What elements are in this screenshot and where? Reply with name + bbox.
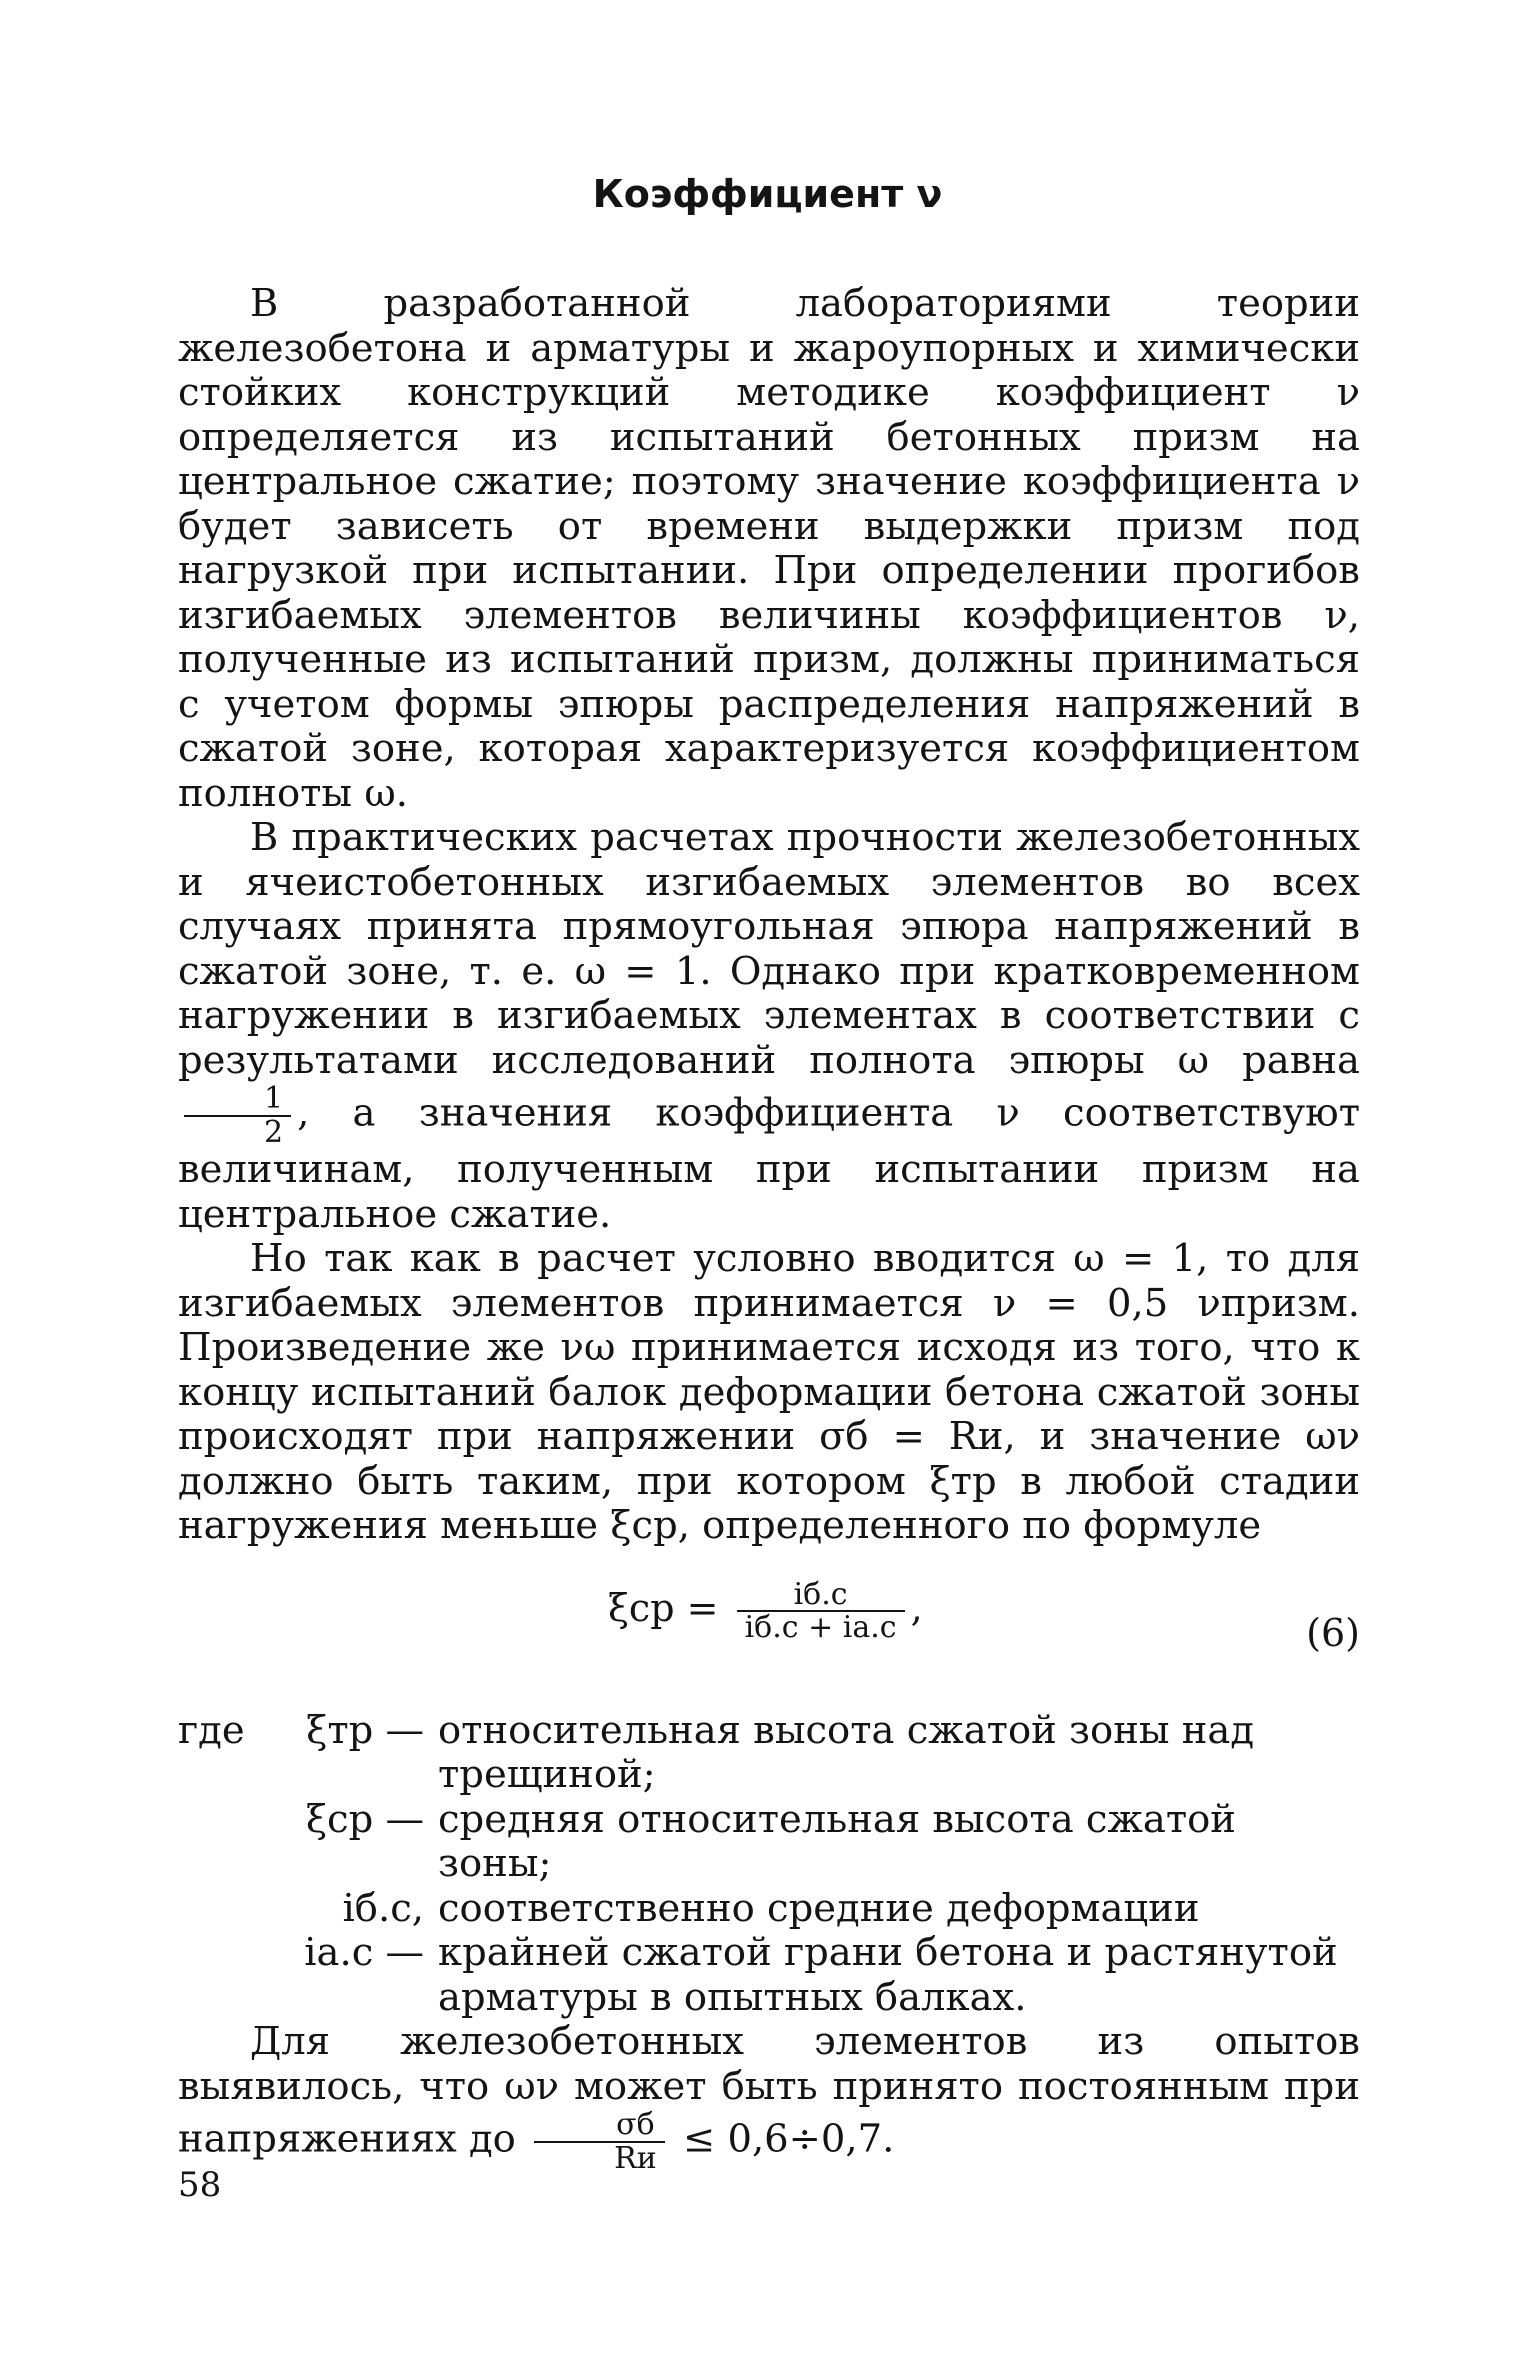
paragraph-2-text-a: В практических расчетах прочности железобетонных и ячеистобетонных изгибаемых элементов во всех случаях принята прямоугольная эпюра напряжений в сжатой зоне, т. е. ω = 1. Однако при кратковременном нагружении в изгибаемых элементах в соответствии с результатами исследований полнота эпюры ω равна [178, 815, 1360, 1083]
definition-text: соответственно средние деформации крайней сжатой грани бетона и растянутой арматуры в опытных балках. [438, 1885, 1338, 2020]
definitions-list [178, 1709, 1360, 2021]
definition-symbol: ξср — [305, 1796, 424, 1842]
paragraph-1: В разработанной лабораториями теории железобетона и арматуры и жароупорных и химически стойких конструкций методике коэффициент ν определяется из испытаний бетонных призм на центральное сжатие; поэтому значение коэффициента ν будет зависеть от времени выдержки призм под нагрузкой при испытании. При определении прогибов изгибаемых элементов величины коэффициентов ν, полученные из испытаний призм, должны приниматься с учетом формы эпюры распределения напряжений в сжатой зоне, которая характеризуется коэффициентом полноты ω. [178, 281, 1360, 816]
paragraph-4 [178, 2020, 1360, 2174]
fraction-one-half [184, 1083, 291, 1148]
where-word: где [178, 1707, 245, 1753]
formula-numerator: iб.с [737, 1579, 905, 1613]
formula-number: (6) [1306, 1610, 1360, 1655]
paragraph-2-text-b: , а значения коэффициента ν соответствуют величинам, полученным при испытании призм на центральное сжатие. [178, 1090, 1360, 1237]
formula-fraction [737, 1576, 905, 1645]
page-number: 58 [178, 2165, 222, 2205]
formula-lhs: ξср = [608, 1585, 719, 1630]
page-body [178, 282, 1360, 2174]
formula-comma: , [910, 1585, 923, 1630]
definition-text: относительная высота сжатой зоны над трещиной; [438, 1707, 1255, 1797]
definition-text: средняя относительная высота сжатой зоны; [438, 1796, 1236, 1886]
ratio-numerator: σб [534, 2109, 665, 2143]
ratio-denominator: Rи [614, 2140, 657, 2176]
definition-symbol: iб.с, iа.с — [304, 1885, 424, 1975]
paragraph-2 [178, 816, 1360, 1237]
paragraph-4-text-b: ≤ 0,6÷0,7. [682, 2116, 895, 2162]
paragraph-3: Но так как в расчет условно вводится ω = 1, то для изгибаемых элементов принимается ν = 0,5 νпризм. Произведение же νω принимается исходя из того, что к концу испытаний балок деформации бетона сжатой зоны происходят при напряжении σб = Rи, и значение ων должно быть таким, при котором ξтр в любой стадии нагружения меньше ξср, определенного по формуле [178, 1236, 1360, 1548]
formula-6 [178, 1571, 1360, 1691]
fraction-numerator: 1 [184, 1083, 291, 1117]
formula-denominator: iб.с + iа.с [744, 1610, 897, 1645]
fraction-denominator: 2 [264, 1114, 284, 1150]
formula-expression [608, 1576, 923, 1645]
definition-symbol: ξтр — [306, 1707, 424, 1753]
stress-ratio-fraction [534, 2109, 665, 2174]
section-heading: Коэффициент ν [592, 172, 943, 216]
paragraph-4-text-a: Для железобетонных элементов из опытов выявилось, что ων может быть принято постоянным при напряжениях до [178, 2019, 1360, 2162]
